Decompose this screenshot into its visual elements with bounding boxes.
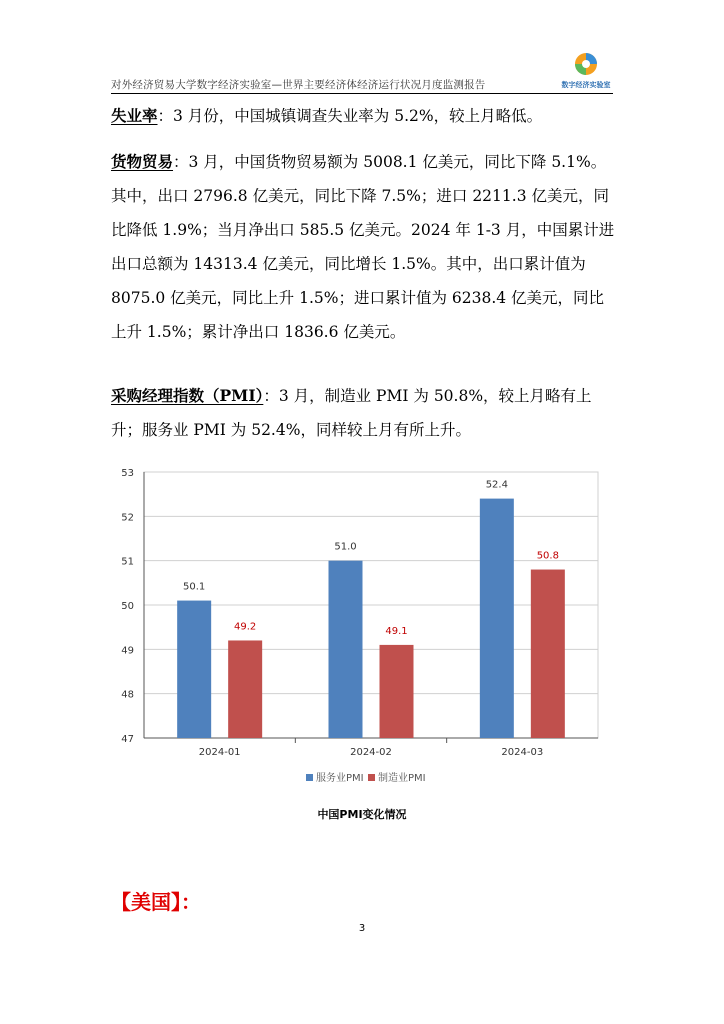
data-label: 49.1: [385, 625, 408, 637]
y-tick-label: 53: [121, 468, 134, 479]
legend-label: 制造业PMI: [378, 773, 426, 784]
logo-text: 数字经济实验室: [561, 81, 611, 89]
x-tick-label: 2024-01: [198, 747, 241, 758]
pmi-text: ：3 月，制造业 PMI 为 50.8%，较上月略有上升；服务业 PMI 为 52.4%，同样较上月有所上升。: [111, 387, 592, 439]
bar-services: [329, 561, 363, 738]
y-tick-label: 50: [121, 601, 134, 612]
pmi-label: 采购经理指数（PMI）: [111, 386, 264, 405]
unemployment-label: 失业率: [111, 106, 158, 125]
trade-text: ：3 月，中国货物贸易额为 5008.1 亿美元，同比下降 5.1%。其中，出口 2796.8 亿美元，同比下降 7.5%；进口 2211.3 亿美元，同比降低 1.9%；当月净出口 585.5 亿美元。2024 年 1-3 月，中国累计进出口总额为 14313.4 亿美元，同比增长 1.5%。其中，出口累计值为 8075.0 亿美元，同比上升 1.5%；进口累计值为 6238.4 亿美元，同比上升 1.5%；累计净出口 1836.6 亿美元。: [111, 153, 615, 341]
y-tick-label: 52: [121, 512, 134, 524]
data-label: 49.2: [234, 621, 257, 633]
data-label: 52.4: [485, 479, 508, 491]
bar-manufacturing: [228, 640, 262, 738]
y-tick-label: 51: [121, 556, 134, 568]
unemployment-paragraph: [111, 99, 616, 133]
data-label: 50.1: [183, 581, 206, 593]
bar-manufacturing: [380, 645, 414, 738]
y-tick-label: 49: [121, 645, 134, 657]
legend-swatch: [306, 774, 313, 781]
header-rule: [111, 93, 613, 94]
bar-services: [480, 499, 514, 738]
x-tick-label: 2024-02: [350, 747, 392, 758]
pmi-bar-chart: [108, 462, 618, 792]
header-title: 对外经济贸易大学数字经济实验室—世界主要经济体经济运行状况月度监测报告: [111, 79, 486, 91]
legend-label: 服务业PMI: [316, 773, 364, 784]
x-tick-label: 2024-03: [501, 747, 544, 758]
trade-paragraph: [111, 145, 616, 349]
pmi-paragraph: [111, 379, 616, 447]
data-label: 50.8: [536, 550, 559, 562]
page-number: 3: [358, 923, 366, 934]
chart-title: 中国PMI变化情况: [317, 808, 407, 821]
y-tick-label: 47: [121, 734, 134, 745]
trade-label: 货物贸易: [111, 152, 174, 171]
data-label: 51.0: [334, 541, 357, 553]
y-tick-label: 48: [121, 689, 134, 701]
bar-manufacturing: [531, 570, 565, 738]
bar-services: [177, 601, 211, 738]
section-heading-usa: 【美国】：: [111, 890, 201, 914]
legend-swatch: [368, 774, 375, 781]
unemployment-text: ：3 月份，中国城镇调查失业率为 5.2%，较上月略低。: [157, 107, 543, 125]
